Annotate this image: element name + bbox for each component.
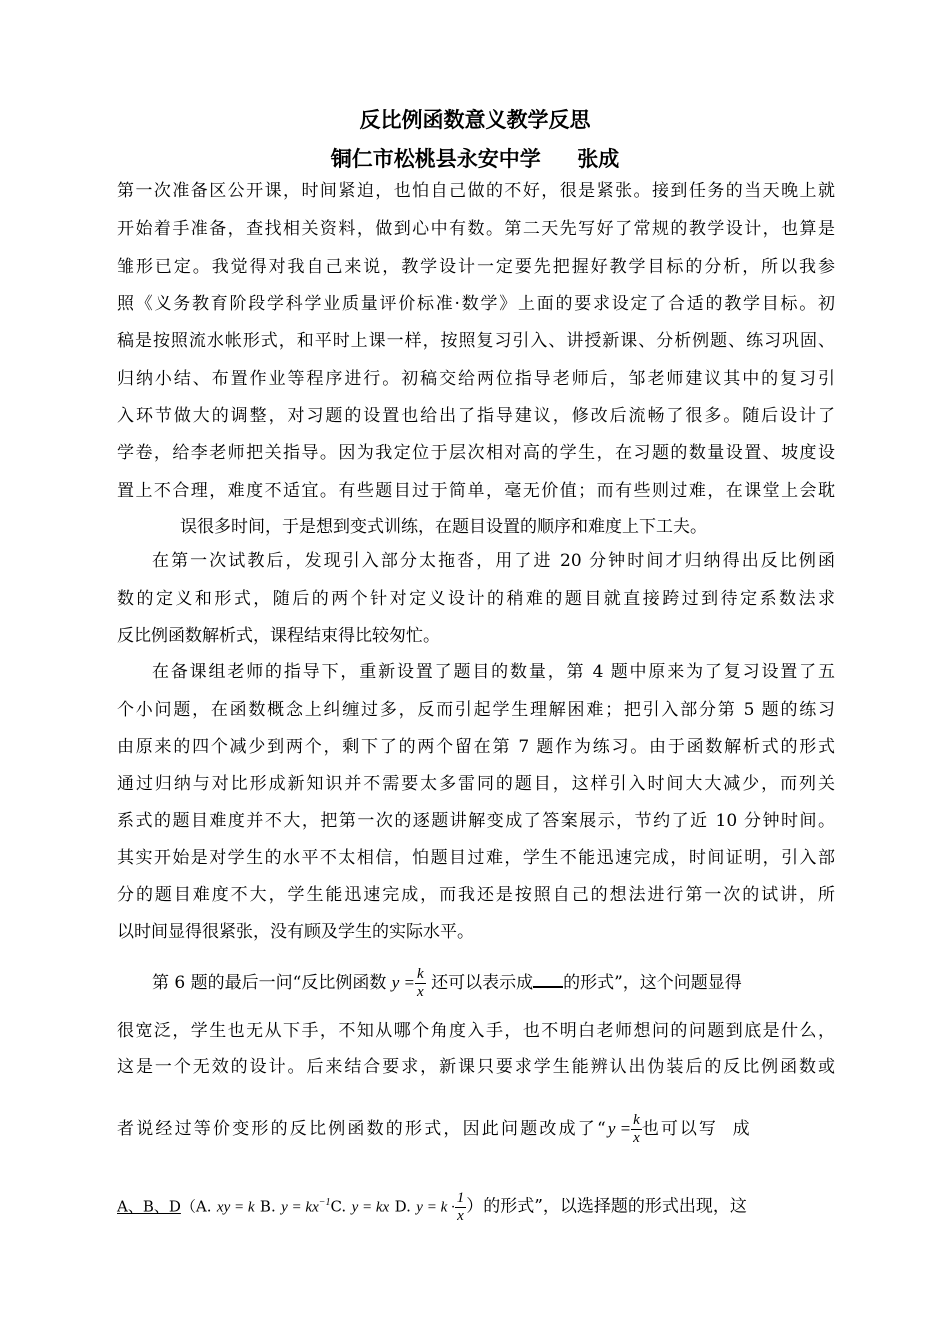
paragraph-line: 通过归纳与对比形成新知识并不需要太多雷同的题目，这样引入时间大大减少，而列关 — [117, 774, 835, 794]
paragraph-line: 照《义务教育阶段学科学业质量评价标准·数学》上面的要求设定了合适的教学目标。初 — [117, 294, 835, 314]
paragraph-line-with-choices: A、B、D（A. xy = k B. $y = kx^{-1}C$. y = kx D. y = k · $\frac{1}{x}$ ）的形式”，以选择题的形式出现，这 — [117, 1189, 747, 1224]
paragraph-line: 这是一个无效的设计。后来结合要求，新课只要求学生能辨认出伪装后的反比例函数或 — [117, 1057, 835, 1077]
paragraph-line: 分的题目难度不大，学生能迅速完成，而我还是按照自己的想法进行第一次的试讲，所 — [117, 885, 835, 905]
paragraph-line-with-formula: 第 6 题的最后一问“反比例函数 y = $\frac{k}{x}$ 还可以表示成 的形式”，这个问题显得 — [152, 966, 742, 1000]
paragraph-line: 很宽泛，学生也无从下手，不知从哪个角度入手，也不明白老师想问的问题到底是什么， — [117, 1021, 835, 1041]
formula-y: y = — [391, 973, 416, 992]
fraction-1-over-x: $\frac{1}{x}$ — [456, 1189, 465, 1224]
paragraph-line: 在第一次试教后，发现引入部分太拖沓，用了进 20 分钟时间才归纳得出反比例函 — [152, 551, 835, 571]
paragraph-line: 稿是按照流水帐形式，和平时上课一样，按照复习引入、讲授新课、分析例题、练习巩固、 — [117, 331, 835, 351]
paragraph-line: 开始着手准备，查找相关资料，做到心中有数。第二天先写好了常规的教学设计，也算是 — [117, 219, 835, 239]
paragraph-line: 入环节做大的调整，对习题的设置也给出了指导建议，修改后流畅了很多。随后设计了 — [117, 406, 835, 426]
paragraph-line: 以时间显得很紧张，没有顾及学生的实际水平。 — [117, 922, 474, 942]
answer-blank — [533, 972, 563, 988]
paragraph-line: 置上不合理，难度不适宜。有些题目过于简单，毫无价值；而有些则过难，在课堂上会耽 — [117, 481, 835, 501]
paragraph-line: 学卷，给李老师把关指导。因为我定位于层次相对高的学生，在习题的数量设置、坡度设 — [117, 443, 835, 463]
document-title: 反比例函数意义教学反思 — [359, 107, 591, 132]
paragraph-line: 在备课组老师的指导下，重新设置了题目的数量，第 4 题中原来为了复习设置了五 — [152, 662, 835, 682]
paragraph-line-with-formula: 者说经过等价变形的反比例函数的形式，因此问题改成了“y = $\frac{k}{x}$ 也可以写 成 — [117, 1112, 752, 1146]
fraction-k-over-x: $\frac{k}{x}$ — [417, 966, 424, 1000]
answer-choices-underlined: A、B、D — [117, 1197, 181, 1216]
author-line: 铜仁市松桃县永安中学 张成 — [330, 146, 620, 171]
fraction-k-over-x: $\frac{k}{x}$ — [633, 1112, 640, 1146]
paragraph-line: 其实开始是对学生的水平不太相信，怕题目过难，学生不能迅速完成，时间证明，引入部 — [117, 848, 835, 868]
paragraph-line: 第一次准备区公开课，时间紧迫，也怕自己做的不好，很是紧张。接到任务的当天晚上就 — [117, 181, 835, 201]
paragraph-line: 反比例函数解析式，课程结束得比较匆忙。 — [117, 626, 440, 646]
paragraph-line: 系式的题目难度并不大，把第一次的逐题讲解变成了答案展示，节约了近 10 分钟时间。 — [117, 811, 835, 831]
paragraph-line: 归纳小结、布置作业等程序进行。初稿交给两位指导老师后，邹老师建议其中的复习引 — [117, 369, 835, 389]
paragraph-line: 误很多时间，于是想到变式训练，在题目设置的顺序和难度上下工夫。 — [180, 517, 707, 537]
paragraph-line: 雏形已定。我觉得对我自己来说，教学设计一定要先把握好教学目标的分析，所以我参 — [117, 257, 835, 277]
paragraph-line: 个小问题，在函数概念上纠缠过多，反而引起学生理解困难；把引入部分第 5 题的练习 — [117, 700, 835, 720]
paragraph-line: 数的定义和形式，随后的两个针对定义设计的稍难的题目就直接跨过到待定系数法求 — [117, 589, 835, 609]
paragraph-line: 由原来的四个减少到两个，剩下了的两个留在第 7 题作为练习。由于函数解析式的形式 — [117, 737, 835, 757]
